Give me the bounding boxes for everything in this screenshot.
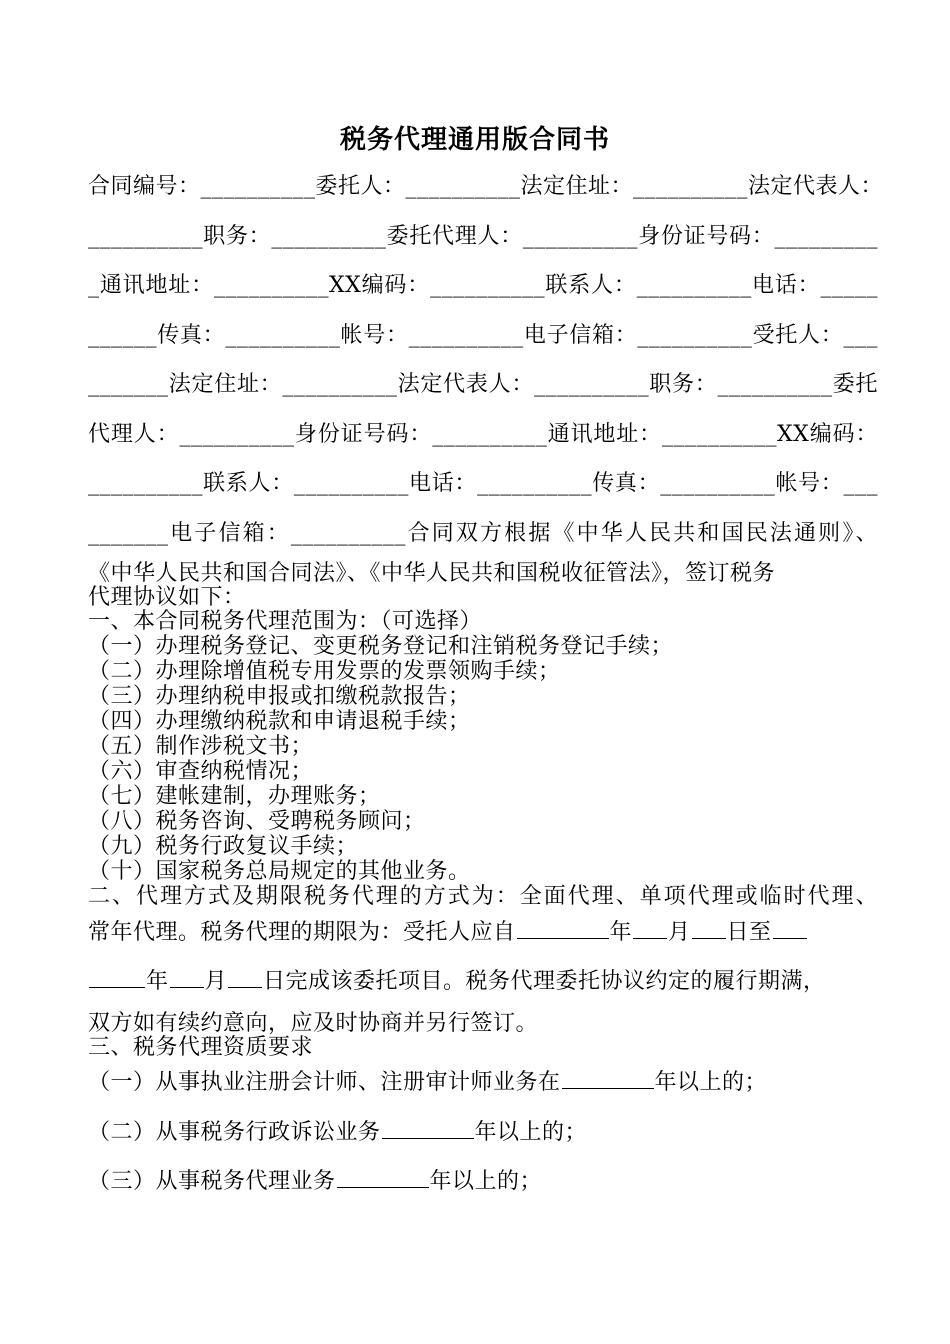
section3-item (88, 1069, 878, 1097)
section1-heading: 一、本合同税务代理范围为：（可选择） (88, 609, 483, 634)
blank-year-start[interactable] (517, 920, 609, 939)
section1-item: （四）办理缴纳税款和申请退税手续； (88, 709, 471, 734)
section1-item: （十）国家税务总局规定的其他业务。 (88, 859, 471, 884)
section1-item: （七）建帐建制，办理账务； (88, 784, 381, 809)
section3-item-suffix: 年以上的； (474, 1120, 588, 1145)
header-line-4: ______传真：__________帐号：__________电子信箱：__________受托人：___ (88, 323, 878, 348)
section2-line-1: 二、代理方式及期限税务代理的方式为：全面代理、单项代理或临时代理、 (88, 884, 878, 909)
header-line-6: 代理人：__________身份证号码：__________通讯地址：__________XX编码： (88, 422, 878, 447)
section3-item-suffix: 年以上的； (654, 1070, 768, 1095)
blank-years[interactable] (562, 1070, 654, 1089)
blank-month-end[interactable] (170, 969, 204, 988)
day-to-label: 日至 (726, 920, 772, 945)
header-line-5: _______法定住址：__________法定代表人：__________职务：__________委托 (88, 372, 878, 397)
section1-item: （六）审查纳税情况； (88, 759, 314, 784)
section1-item: （五）制作涉税文书； (88, 734, 314, 759)
section1-item: （一）办理税务登记、变更税务登记和注销税务登记手续； (88, 634, 674, 659)
section2-line-2 (88, 919, 878, 947)
header-line-3: _通讯地址：__________XX编码：__________联系人：__________电话：_____ (88, 273, 878, 298)
year-label: 年 (146, 969, 169, 994)
blank-month-start[interactable] (633, 920, 667, 939)
blank-year-end-part1[interactable] (773, 920, 807, 939)
section3-item-text: （二）从事税务行政诉讼业务 (88, 1120, 381, 1145)
month-label: 月 (668, 920, 691, 945)
blank-day-end[interactable] (228, 969, 262, 988)
section3-item (88, 1168, 878, 1196)
section3-heading: 三、税务代理资质要求 (88, 1035, 314, 1060)
header-line-2: __________职务：__________委托代理人：__________身份证号码：_________ (88, 224, 878, 249)
intro-line-2: 代理协议如下： (88, 585, 246, 610)
header-line-8: _______电子信箱：__________合同双方根据《中华人民共和国民法通则》、 (88, 521, 878, 546)
header-line-1: 合同编号：__________委托人：__________法定住址：__________法定代表人： (88, 174, 884, 199)
section2-tail: 日完成该委托项目。税务代理委托协议约定的履行期满， (263, 969, 826, 994)
section2-line-3 (88, 968, 878, 996)
section1-item: （九）税务行政复议手续； (88, 834, 359, 859)
section2-line-4: 双方如有续约意向，应及时协商并另行签订。 (88, 1011, 539, 1036)
month-label: 月 (204, 969, 228, 994)
blank-year-end-part2[interactable] (89, 969, 145, 988)
section2-text: 常年代理。税务代理的期限为：受托人应自 (88, 920, 516, 945)
section3-item (88, 1119, 878, 1147)
document-title: 税务代理通用版合同书 (339, 125, 610, 155)
year-label: 年 (609, 920, 633, 945)
section1-item: （三）办理纳税申报或扣缴税款报告； (88, 684, 471, 709)
section1-item: （二）办理除增值税专用发票的发票领购手续； (88, 659, 561, 684)
section1-item: （八）税务咨询、受聘税务顾问； (88, 809, 426, 834)
intro-line-1: 《中华人民共和国合同法》、《中华人民共和国税收征管法》，签订税务 (88, 561, 776, 586)
blank-years[interactable] (382, 1120, 474, 1139)
section3-item-suffix: 年以上的； (429, 1169, 543, 1194)
header-line-7: __________联系人：__________电话：__________传真：__________帐号：___ (88, 471, 878, 496)
section3-item-text: （三）从事税务代理业务 (88, 1169, 336, 1194)
section3-item-text: （一）从事执业注册会计师、注册审计师业务在 (88, 1070, 561, 1095)
blank-years[interactable] (337, 1169, 429, 1188)
blank-day-start[interactable] (692, 920, 726, 939)
